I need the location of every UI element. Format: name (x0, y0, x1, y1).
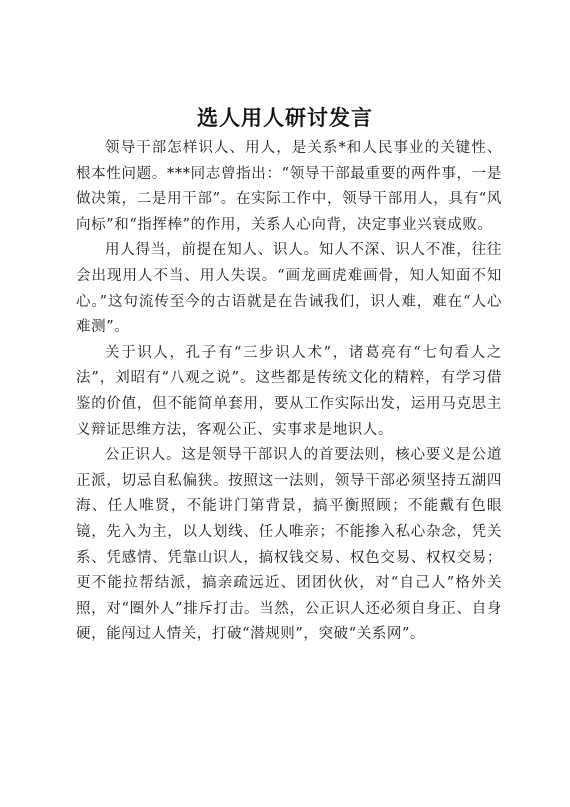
document-title: 选人用人研讨发言 (197, 105, 373, 130)
paragraph-3: 关于识人，孔子有“三步识人术”，诸葛亮有“七句看人之法”，刘昭有“八观之说”。这些都是传统文化的精粹，有学习借鉴的价值，但不能简单套用，要从工作实际出发，运用马克思主义辩证思维方法，客观公正、实事求是地识人。 (76, 344, 502, 438)
paragraph-1: 领导干部怎样识人、用人，是关系*和人民事业的关键性、根本性问题。***同志曾指出：“领导干部最重要的两件事，一是做决策，二是用干部”。在实际工作中，领导干部用人，具有“风向标”和“指挥棒”的作用，关系人心向背，决定事业兴衰成败。 (76, 140, 502, 233)
paragraph-4: 公正识人。这是领导干部识人的首要法则，核心要义是公道正派，切忌自私偏狭。按照这一法则，领导干部必须坚持五湖四海、任人唯贤，不能讲门第背景，搞平衡照顾；不能戴有色眼镜，先入为主，以人划线、任人唯亲；不能掺入私心杂念，凭关系、凭感情、凭靠山识人，搞权钱交易、权色交易、权权交易；更不能拉帮结派，搞亲疏远近、团团伙伙，对“自己人”格外关照，对“圈外人”排斥打击。当然，公正识人还必须自身正、自身硬，能闯过人情关，打破“潜规则”，突破“关系网”。 (76, 447, 502, 643)
paragraph-2: 用人得当，前提在知人、识人。知人不深、识人不准，往往会出现用人不当、用人失误。“画龙画虎难画骨，知人知面不知心。”这句流传至今的古语就是在告诫我们，识人难，难在“人心难测”。 (76, 242, 502, 336)
document-body (76, 136, 502, 648)
